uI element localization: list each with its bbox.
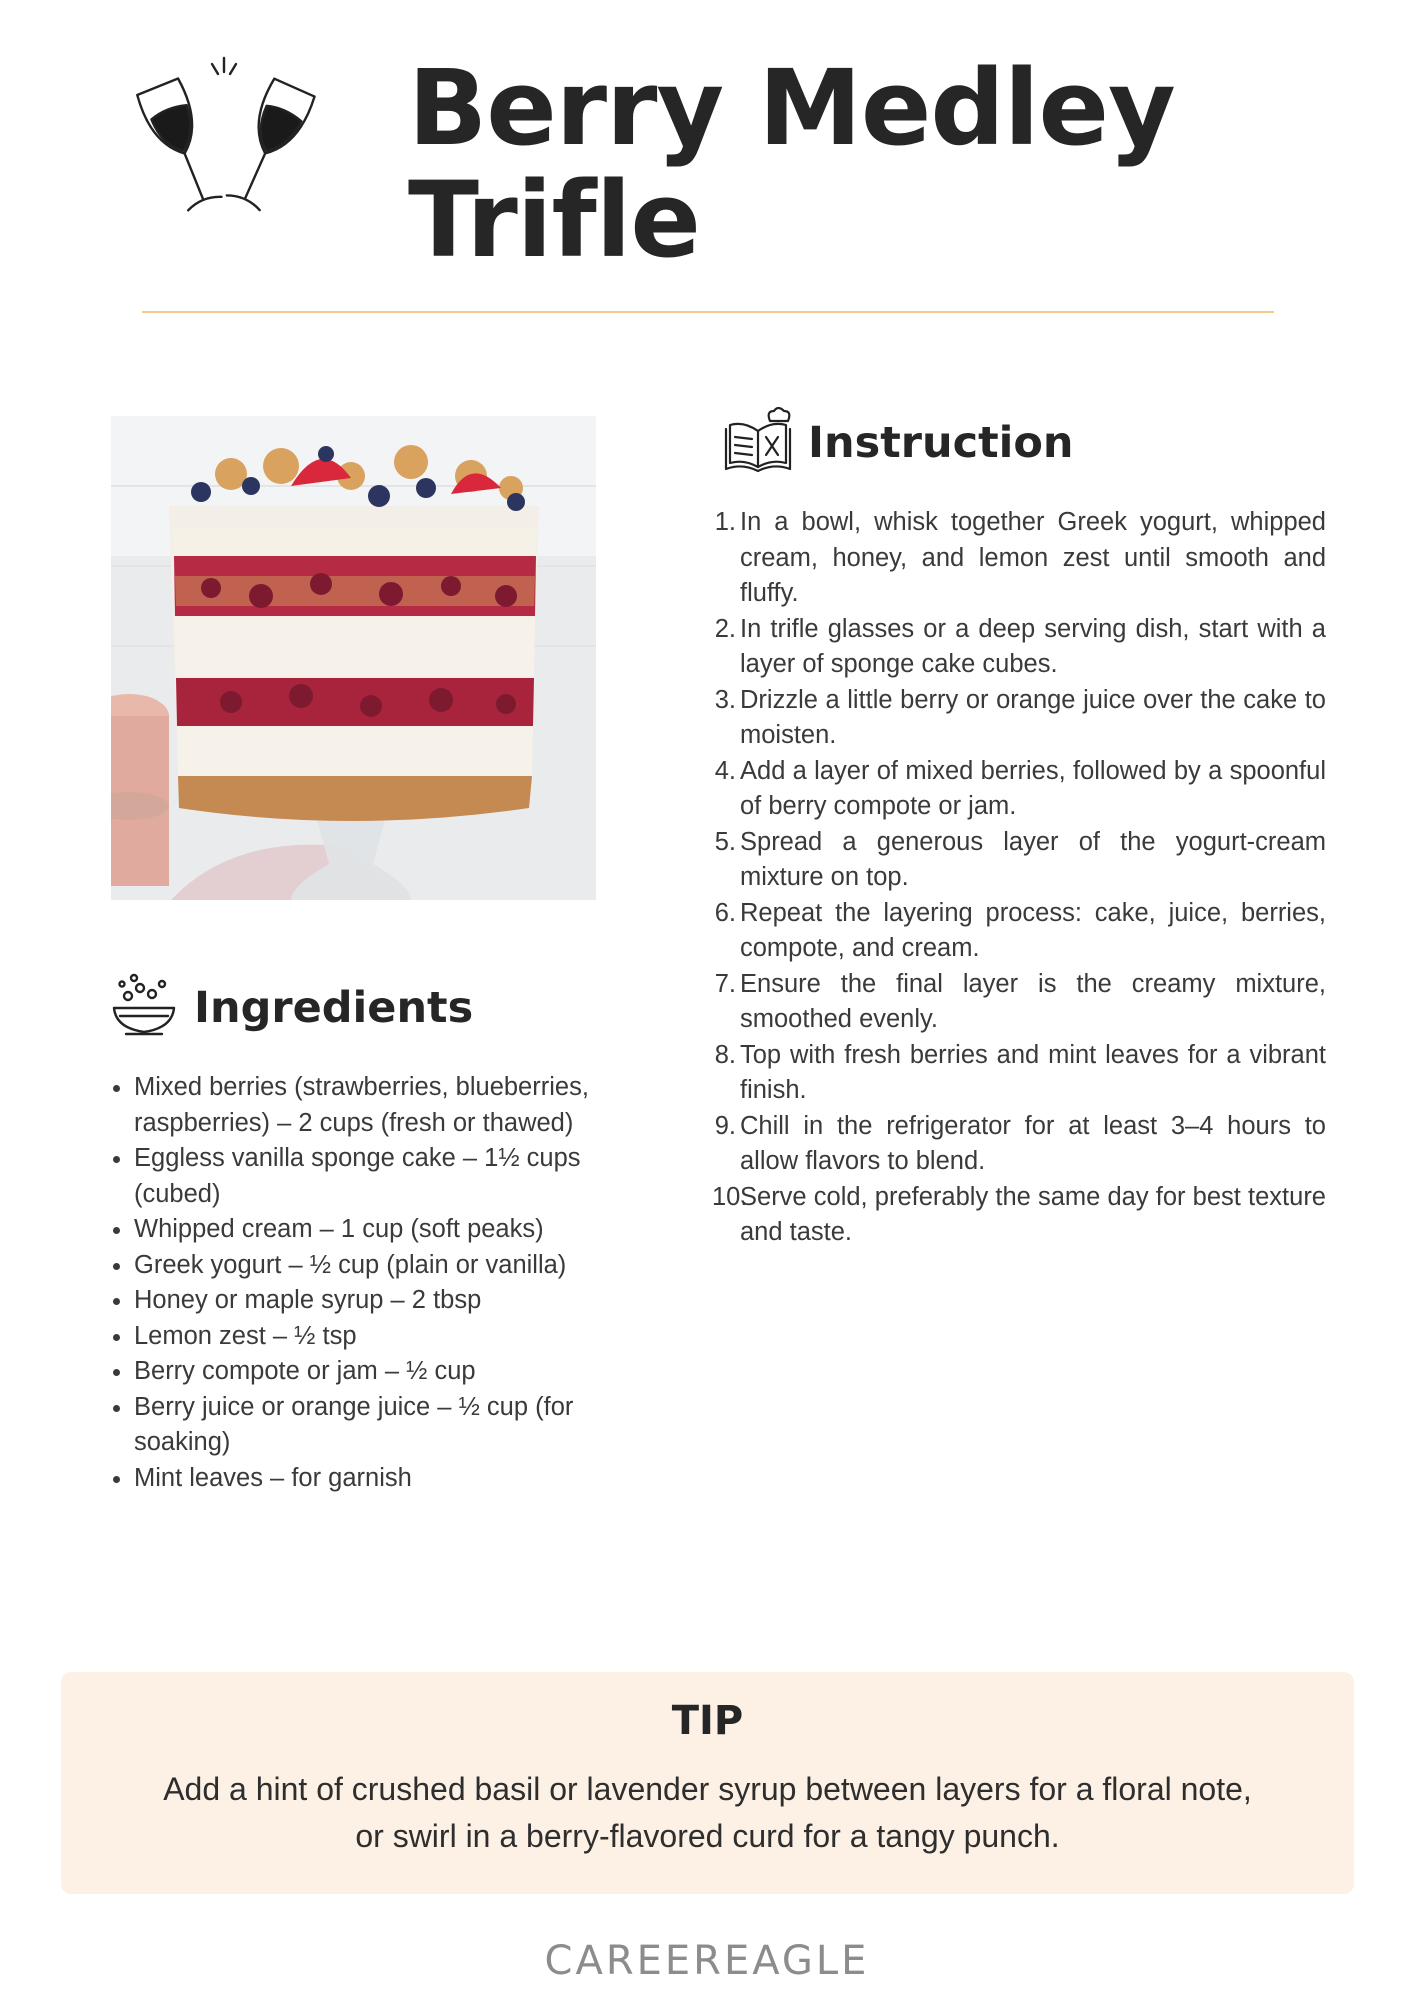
tip-box xyxy=(61,1672,1354,1894)
tip-text: Add a hint of crushed basil or lavender syrup between layers for a floral note, or swirl in a berry-flavored curd for a tangy punch. xyxy=(163,1771,1252,1854)
step-text: Top with fresh berries and mint leaves for a vibrant finish. xyxy=(740,1040,1326,1104)
step-text: Spread a generous layer of the yogurt-cream mixture on top. xyxy=(740,827,1326,891)
step-number: 9. xyxy=(714,1111,736,1140)
ingredient-item: • Honey or maple syrup – 2 tbsp xyxy=(134,1283,624,1319)
ingredients-heading: Ingredients xyxy=(194,983,474,1033)
title-line-1: Berry Medley xyxy=(408,47,1175,169)
instruction-step xyxy=(714,754,1326,825)
instruction-step xyxy=(714,896,1326,967)
recipe-title xyxy=(408,47,1348,281)
step-text: Chill in the refrigerator for at least 3–4 hours to allow flavors to blend. xyxy=(740,1111,1326,1175)
instruction-steps xyxy=(712,505,1326,1251)
instruction-step xyxy=(714,612,1326,683)
ingredient-item: • Lemon zest – ½ tsp xyxy=(134,1319,624,1355)
tip-title: TIP xyxy=(671,1698,744,1744)
instruction-header xyxy=(722,407,1074,479)
step-number: 2. xyxy=(714,614,736,643)
step-text: Serve cold, preferably the same day for best texture and taste. xyxy=(740,1182,1326,1246)
step-number: 4. xyxy=(714,756,736,785)
ingredients-list xyxy=(100,1070,624,1496)
ingredient-item: • Berry juice or orange juice – ½ cup (for soaking) xyxy=(134,1390,624,1461)
step-number: 6. xyxy=(714,898,736,927)
step-text: Repeat the layering process: cake, juice, berries, compote, and cream. xyxy=(740,898,1326,962)
instruction-step xyxy=(714,1038,1326,1109)
ingredient-item: • Berry compote or jam – ½ cup xyxy=(134,1354,624,1390)
step-number: 10. xyxy=(712,1182,748,1211)
instruction-step xyxy=(714,967,1326,1038)
instruction-step xyxy=(714,825,1326,896)
ingredient-item: • Eggless vanilla sponge cake – 1½ cups (cubed) xyxy=(134,1141,624,1212)
ingredients-header xyxy=(108,972,473,1044)
instruction-step xyxy=(714,683,1326,754)
toasting-wine-glasses-icon xyxy=(120,52,330,232)
brand-logo: CAREEREAGLE xyxy=(544,1938,870,1984)
step-number: 7. xyxy=(714,969,736,998)
step-number: 5. xyxy=(714,827,736,856)
instruction-step xyxy=(714,1109,1326,1180)
bowl-icon xyxy=(108,972,180,1044)
step-text: Drizzle a little berry or orange juice over the cake to moisten. xyxy=(740,685,1326,749)
instruction-step xyxy=(714,505,1326,612)
trifle-dessert-photo xyxy=(111,416,596,900)
title-line-2: Trifle xyxy=(408,159,700,281)
step-text: Add a layer of mixed berries, followed by a spoonful of berry compote or jam. xyxy=(740,756,1326,820)
instruction-heading: Instruction xyxy=(808,418,1074,468)
step-number: 3. xyxy=(714,685,736,714)
instruction-step xyxy=(712,1180,1326,1251)
ingredient-item: • Mint leaves – for garnish xyxy=(134,1461,624,1497)
ingredient-item: • Greek yogurt – ½ cup (plain or vanilla) xyxy=(134,1248,624,1284)
cookbook-icon xyxy=(722,407,794,479)
step-text: In trifle glasses or a deep serving dish, start with a layer of sponge cake cubes. xyxy=(740,614,1326,678)
step-text: In a bowl, whisk together Greek yogurt, whipped cream, honey, and lemon zest until smooth and fluffy. xyxy=(740,508,1326,607)
step-number: 8. xyxy=(714,1040,736,1069)
step-number: 1. xyxy=(714,508,736,536)
step-text: Ensure the final layer is the creamy mixture, smoothed evenly. xyxy=(740,969,1326,1033)
ingredient-item: • Whipped cream – 1 cup (soft peaks) xyxy=(134,1212,624,1248)
header-divider xyxy=(142,311,1274,313)
ingredient-item: • Mixed berries (strawberries, blueberries, raspberries) – 2 cups (fresh or thawed) xyxy=(134,1070,624,1141)
